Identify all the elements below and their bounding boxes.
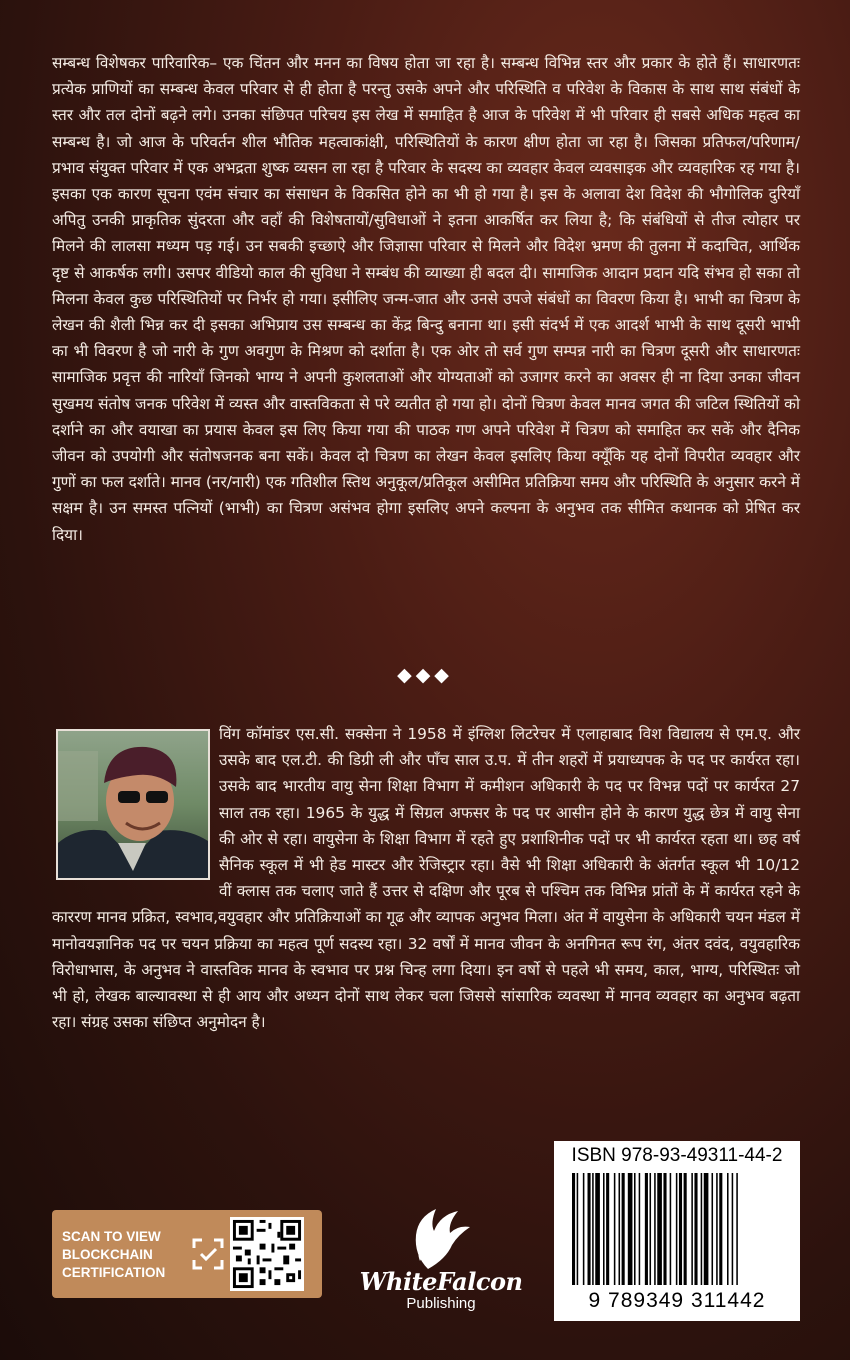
blockchain-qr-badge [52, 1210, 322, 1298]
qr-label-line1: SCAN TO VIEW [62, 1229, 161, 1244]
barcode-number: 9 789349 311442 [588, 1289, 766, 1312]
publisher-subtitle: Publishing [406, 1295, 476, 1312]
author-photo [56, 729, 210, 880]
back-cover-blurb: सम्बन्ध विशेषकर पारिवारिक– एक चिंतन और मनन का विषय होता जा रहा है। सम्बन्ध विभिन्न स्तर और प्रकार के होते हैं। साधारणतः प्रत्येक प्राणियों का सम्बन्ध केवल परिवार से ही होता है परन्तु उसके अपने और परिस्थिति व परिवेश के विकास के साथ साथ संबंधों के स्तर और तल दोनों बढ़ने लगे। उनका संछिपत परिचय इस लेख में समाहित है आज के परिवेश में भी परिवार ही सबसे अधिक महत्व का सम्बन्ध है। जो आज के परिवर्तन शील भौतिक महत्वाकांक्षी, परिस्थितियों के कारण क्षीण होता जा रहा है। जिसका प्रतिफल/परिणाम/प्रभाव संयुक्त परिवार में एक अभद्रता शुष्क व्यसन ला रहा है परिवार के सदस्य का व्यवहार केवल व्यवसाइक और व्यवहारिक रह गया है। इसका एक कारण सूचना एवंम संचार का संसाधन के विकसित होने का भी हो गया है। इस के अलावा देश विदेश की भौगोलिक दुरियाँ अपितु उनकी प्राकृतिक सुंदरता और वहाँ की विशेषतायों/सुविधाओं ने इतना आकर्षित कर लिया है; कि संबंधियों से तीज त्योहार पर मिलने की लालसा मध्यम पड़ गई। उन सबकी इच्छाऐ और जिज्ञासा परिवार से मिलने और विदेश भ्रमण की तुलना में कदाचित, आर्थिक दृष्ट से आकर्षक लगी। उसपर वीडियो काल की सुविधा ने सम्बंध की व्याख्या ही बदल दी। सामाजिक आदान प्रदान यदि संभव हो सका तो मिलना केवल कुछ परिस्थितियों पर निर्भर हो गया। इसीलिए जन्म-जात और उनसे उपजे संबंधों का विवरण किया है। भाभी का चित्रण के लेखन की शैली भिन्न कर दी इसका अभिप्राय उस सम्बन्ध का केंद्र बिन्दु बनाना था। इसी संदर्भ में एक आदर्श भाभी के साथ दूसरी भाभी का भी विवरण है जो नारी के गुण अवगुण के मिश्रण को दर्शाता है। एक ओर तो सर्व गुण सम्पन्न नारी का चित्रण दूसरी और साधारणतः सामाजिक प्रवृत्त की नारियाँ जिनको भाग्य ने अपनी कुशलताओं और योग्यताओं को उजागर करने का अवसर ही ना दिया उनका जीवन सुखमय संतोष जनक परिवेश में व्यस्त और वास्तविकता से परे व्यतीत हो गया हो। दोनों चित्रण केवल मानव जगत की जटिल स्थितियों को दर्शाने का और वयाखा का प्रयास केवल इस लिए किया गया की पाठक गण अपने परिवेश में चित्रण को समाहित कर सकें और दैनिक जीवन को उपयोगी और संतोषजनक बना सकें। केवल दो चित्रण का लेखन केवल इसलिए किया क्यूँकि यह दोनों विपरीत व्यवहार और गुणों का फल दर्शाते। मानव (नर/नारी) एक गतिशील स्तिथ अनुकूल/प्रतिकूल असीमित प्रतिक्रिया समय और परिस्थिति के अनुसार करने में सक्षम है। उन समस्त पत्नियों (भाभी) का चित्रण असंभव होगा इसलिए अपने कल्पना के अनुभव तक सीमित कथानक को प्रेषित कर दिया। [52, 54, 800, 544]
qr-label [62, 1228, 192, 1282]
publisher-logo [356, 1205, 526, 1315]
author-bio: विंग कॉमांडर एस.सी. सक्सेना ने 1958 में इंग्लिश लिटरेचर में एलाहाबाद विश विद्यालय से एम.ए. और उसके बाद एल.टी. की डिग्री ली और पाँच साल उ.प. में तीन शहरों में प्रयाध्यपक के पद पर कार्यरत रहा। उसके बाद भारतीय वायु सेना शिक्षा विभाग में कमीशन अधिकारी के पद पर विभन्न पदों पर कार्यरत 27 साल तक रहा। 1965 के युद्ध में सिग्रल अफसर के पद पर आसीन होने के कारण युद्ध छेत्र में वायु सेना की ओर से रहा। वायुसेना के शिक्षा विभाग में रहते हुए प्रशाशिनीक पदों पर भी कार्यरत रहता था। छह वर्ष सैनिक स्कूल में भी हेड मास्टर और रेजिस्ट्रार रहा। वैसे भी शिक्षा अधिकारी के अंतर्गत स्कूल भी 10/12 वीं क्लास तक चलाए जाते हैं उत्तर से दक्षिण और पूरब से पश्चिम तक विभिन्न प्रांतों के में कार्यरत रहने के काररण मानव प्रक्रित, स्वभाव,वयुवहार और प्रतिक्रियाओं का गूढ और व्यापक अनुभव मिला। अंत में वायुसेना के अधिकारी चयन मंडल में मानोवयज्ञानिक पद पर चयन प्रक्रिया का महत्व पूर्ण सदस्य रहा। 32 वर्षों में मानव जीवन के अनगिनत रूप रंग, अंतर दवंद, वयुवहारिक विरोधाभास, के अनुभव ने वास्तविक मानव के स्वभाव पर प्रश्न चिन्ह लगा दिया। इन वर्षो से पहले भी समय, काल, भाग्य, परिस्थितः जो भी हो, लेखक बाल्यावस्था से ही आय और अध्यन दोनों साथ लेकर चला जिससे सांसारिक व्यवस्था में मानव व्यवहार का अनुभव बढ़ता रहा। संग्रह उसका संछिप्त अनुमोदन है। [52, 725, 800, 1032]
verified-check-icon [192, 1238, 224, 1270]
isbn-barcode [554, 1141, 800, 1321]
publisher-name: WhiteFalcon [359, 1267, 523, 1296]
qr-code[interactable] [230, 1217, 304, 1291]
falcon-icon [406, 1205, 476, 1271]
qr-label-line3: CERTIFICATION [62, 1265, 166, 1280]
isbn-label: ISBN 978-93-49311-44-2 [571, 1145, 783, 1166]
barcode-bars [568, 1173, 786, 1287]
qr-label-line2: BLOCKCHAIN [62, 1247, 153, 1262]
qr-code-icon [230, 1217, 304, 1291]
author-photo-image [58, 731, 208, 878]
section-divider: ◆◆◆ [397, 664, 453, 686]
